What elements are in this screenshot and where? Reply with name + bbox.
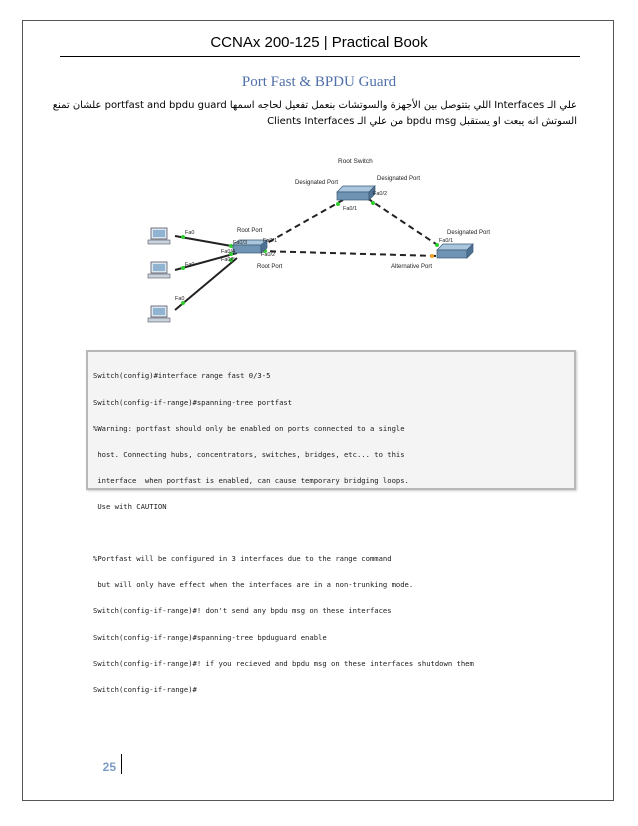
pc2-port-label: Fa0 xyxy=(185,262,195,268)
cli-output-panel xyxy=(86,350,576,694)
alternative-port-label: Alternative Port xyxy=(391,264,433,270)
cli-line: Switch(config-if-range)#! if you recieved and bpdu msg on these interfaces shutdown them xyxy=(93,658,474,668)
section-title: Port Fast & BPDU Guard xyxy=(241,74,397,90)
left-fa05-label: Fa0/5 xyxy=(221,257,236,263)
pc-1-icon xyxy=(148,228,170,244)
cli-line: Switch(config)#interface range fast 0/3-5 xyxy=(93,371,271,381)
root-switch-label: Root Switch xyxy=(338,158,373,165)
cli-line: Use with CAUTION xyxy=(93,501,167,511)
cli-line xyxy=(93,529,569,538)
root-fa01-label: Fa0/1 xyxy=(343,206,358,212)
designated-port-far-right-label: Designated Port xyxy=(447,230,491,236)
right-fa01-label: Fa0/1 xyxy=(439,238,454,244)
body-text-line-2: السوتش انه يبعت او يستقبل bpdu msg من علي الـ Clients Interfaces xyxy=(267,116,577,127)
root-port-top-label: Root Port xyxy=(237,228,263,234)
pc-3-icon xyxy=(148,306,170,322)
footer-divider xyxy=(121,754,122,774)
page-number: 25 xyxy=(102,760,116,774)
root-fa02-label: Fa0/2 xyxy=(373,191,388,197)
designated-port-right-label: Designated Port xyxy=(377,176,421,182)
left-fa04-label: Fa0/4 xyxy=(221,249,236,255)
body-text-line-1: علي الـ Interfaces اللي بتتوصل بين الأجهزة والسوتشات بنعمل تفعيل لحاجه اسمها portfast and bpdu guard علشان تمنع xyxy=(52,100,577,111)
port-dot xyxy=(336,202,340,206)
cli-line: Switch(config-if-range)#spanning-tree portfast xyxy=(93,397,293,407)
cli-line: interface when portfast is enabled, can cause temporary bridging loops. xyxy=(93,475,409,485)
left-fa02-label: Fa0/2 xyxy=(261,252,276,258)
cli-line: Switch(config-if-range)#! don't send any bpdu msg on these interfaces xyxy=(93,606,392,616)
cli-line: but will only have effect when the interfaces are in a non-trunking mode. xyxy=(93,580,414,590)
port-dot xyxy=(371,201,375,205)
link-left-right xyxy=(260,251,437,256)
header-divider xyxy=(60,56,580,57)
pc3-port-label: Fa0 xyxy=(175,296,185,302)
root-switch-icon xyxy=(337,186,375,200)
header-title: CCNAx 200-125 | Practical Book xyxy=(210,34,428,51)
cli-line: %Warning: portfast should only be enabled on ports connected to a single xyxy=(93,423,405,433)
cli-line: Switch(config-if-range)# xyxy=(93,684,197,694)
cli-line: %Portfast will be configured in 3 interfaces due to the range command xyxy=(93,554,392,564)
pc1-port-label: Fa0 xyxy=(185,230,195,236)
cli-line: host. Connecting hubs, concentrators, switches, bridges, etc... to this xyxy=(93,449,405,459)
right-switch-icon xyxy=(437,244,473,258)
port-dot xyxy=(430,254,434,258)
root-port-bottom-label: Root Port xyxy=(257,264,283,270)
left-fa01-label: Fa0/1 xyxy=(263,238,278,244)
network-topology-diagram xyxy=(145,150,505,330)
left-fa03-label: Fa0/3 xyxy=(233,240,248,246)
cli-line: Switch(config-if-range)#spanning-tree bpduguard enable xyxy=(93,632,327,642)
pc-2-icon xyxy=(148,262,170,278)
link-root-right xyxy=(367,198,445,250)
designated-port-left-label: Designated Port xyxy=(295,180,339,186)
